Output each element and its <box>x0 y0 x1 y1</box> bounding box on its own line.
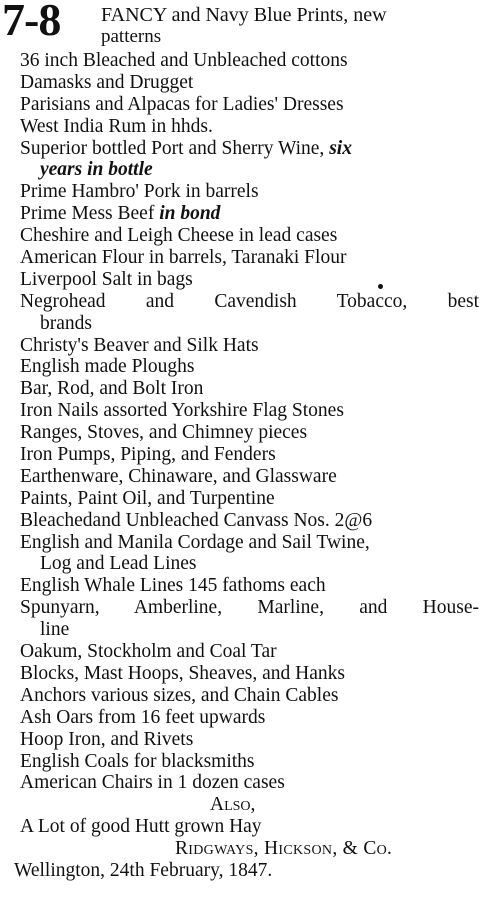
item-text: American Chairs in 1 dozen cases <box>20 772 285 794</box>
item-text: line <box>40 619 70 641</box>
item-list <box>0 50 493 882</box>
also-line: Also, <box>210 794 256 816</box>
list-item <box>0 378 493 400</box>
item-text: American Flour in barrels, Taranaki Flour <box>20 247 347 269</box>
item-text: Hoop Iron, and Rivets <box>20 728 194 750</box>
item-text: Anchors various sizes, and Chain Cables <box>20 684 339 706</box>
item-text: Ash Oars from 16 feet upwards <box>20 706 266 728</box>
item-text: Bleachedand Unbleached Canvass Nos. 2@6 <box>20 509 373 531</box>
item-text: Cheshire and Leigh Cheese in lead cases <box>20 225 338 247</box>
item-text: Christy's Beaver and Silk Hats <box>20 334 259 356</box>
list-item <box>0 356 493 378</box>
item-text: Spunyarn, Amberline, Marline, and House- <box>20 597 479 619</box>
advert-heading: FANCY and Navy Blue Prints, new <box>101 4 387 26</box>
item-text: West India Rum in hhds. <box>20 115 213 137</box>
item-text: Negrohead and Cavendish Tobacco, best <box>20 290 479 312</box>
stray-dot <box>378 284 383 289</box>
item-emphasis: years in bottle <box>40 159 153 181</box>
list-item <box>0 466 493 488</box>
hay-line: A Lot of good Hutt grown Hay <box>20 816 262 838</box>
list-item <box>0 619 493 641</box>
item-text: brands <box>40 312 92 334</box>
list-item <box>0 751 493 773</box>
item-text: Blocks, Mast Hoops, Sheaves, and Hanks <box>20 662 345 684</box>
signature: Ridgways, Hickson, & Co. <box>175 838 393 860</box>
item-text: English Coals for blacksmiths <box>20 750 255 772</box>
list-item <box>0 685 493 707</box>
list-item <box>0 553 493 575</box>
list-item <box>0 159 493 181</box>
dateline: Wellington, 24th February, 1847. <box>14 859 273 881</box>
item-text: Prime Mess Beef <box>20 203 155 225</box>
item-text: English Whale Lines 145 fathoms each <box>20 575 326 597</box>
list-item <box>0 72 493 94</box>
item-text: Oakum, Stockholm and Coal Tar <box>20 641 277 663</box>
item-text: Earthenware, Chinaware, and Glassware <box>20 465 337 487</box>
item-text: Superior bottled Port and Sherry Wine, <box>20 137 325 159</box>
list-item <box>0 597 493 619</box>
item-text: English and Manila Cordage and Sail Twine, <box>20 531 370 553</box>
list-item <box>0 313 493 335</box>
list-item <box>0 575 493 597</box>
list-item <box>0 532 493 554</box>
list-item <box>0 663 493 685</box>
item-emphasis: in bond <box>159 203 221 225</box>
item-text: 36 inch Bleached and Unbleached cottons <box>20 50 348 71</box>
list-item <box>0 225 493 247</box>
item-text: Parisians and Alpacas for Ladies' Dresses <box>20 93 344 115</box>
item-text: Paints, Paint Oil, and Turpentine <box>20 487 275 509</box>
list-item <box>0 138 493 160</box>
item-text: Iron Pumps, Piping, and Fenders <box>20 444 276 466</box>
list-item <box>0 422 493 444</box>
list-item <box>0 181 493 203</box>
list-item <box>0 729 493 751</box>
item-text: English made Ploughs <box>20 356 195 378</box>
item-text: Iron Nails assorted Yorkshire Flag Stones <box>20 400 344 422</box>
list-item <box>0 641 493 663</box>
item-text: Log and Lead Lines <box>40 553 197 575</box>
list-item <box>0 291 493 313</box>
list-item <box>0 772 493 794</box>
list-item <box>0 444 493 466</box>
item-text: Damasks and Drugget <box>20 71 194 93</box>
list-item <box>0 94 493 116</box>
item-text: Ranges, Stoves, and Chimney pieces <box>20 422 308 444</box>
item-text: Bar, Rod, and Bolt Iron <box>20 378 204 400</box>
list-item <box>0 116 493 138</box>
item-emphasis: six <box>329 137 352 159</box>
list-item <box>0 707 493 729</box>
list-item <box>0 400 493 422</box>
list-item <box>0 269 493 291</box>
advert-heading-continuation: patterns <box>101 26 162 47</box>
list-item <box>0 247 493 269</box>
list-item <box>0 510 493 532</box>
list-item <box>0 50 493 72</box>
item-text: Prime Hambro' Pork in barrels <box>20 181 259 203</box>
item-text: Liverpool Salt in bags <box>20 268 193 290</box>
advert-number: 7-8 <box>2 0 61 45</box>
list-item <box>0 488 493 510</box>
list-item <box>0 203 493 225</box>
list-item <box>0 335 493 357</box>
